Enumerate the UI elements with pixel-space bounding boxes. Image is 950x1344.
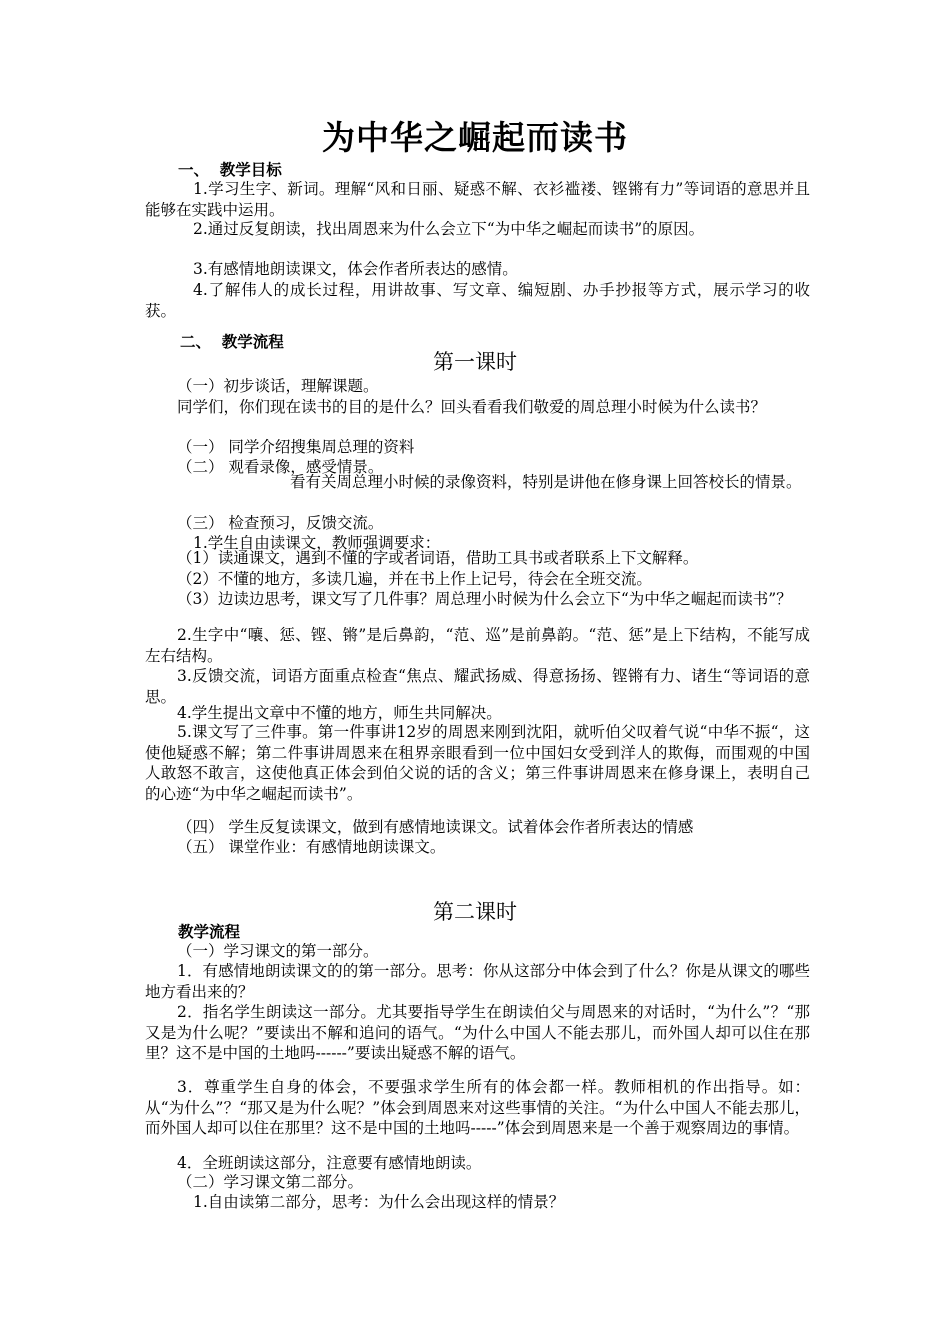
lesson1-item: （五） 课堂作业：有感情地朗读课文。 — [177, 838, 446, 856]
goal-item-4: 4.了解伟人的成长过程，用讲故事、写文章、编短剧、办手抄报等方式，展示学习的收获。 — [145, 281, 810, 320]
lesson1-item: （3）边读边思考，课文写了几件事？周总理小时候为什么会立下“为中华之崛起而读书”？ — [177, 590, 792, 608]
lesson1-item: （四） 学生反复读课文，做到有感情地读课文。试着体会作者所表达的情感 — [177, 818, 694, 836]
lesson1-item: （三） 检查预习，反馈交流。 — [177, 514, 384, 532]
lesson1-item: （一）初步谈话，理解课题。 — [177, 377, 379, 395]
goal-item-2: 2.通过反复朗读，找出周恩来为什么会立下“为中华之崛起而读书”的原因。 — [193, 220, 705, 238]
lesson1-item: （二） 观看录像，感受情景。 — [177, 458, 384, 476]
lesson2-flow-heading: 教学流程 — [178, 923, 241, 941]
goal-item-1: 1.学习生字、新词。理解“风和日丽、疑惑不解、衣衫褴褛、铿锵有力”等词语的意思并且能够在实践中运用。 — [145, 180, 810, 219]
lesson1-item: 同学们，你们现在读书的目的是什么？回头看看我们敬爱的周总理小时候为什么读书？ — [177, 398, 767, 416]
lesson1-item: 看有关周总理小时候的录像资料，特别是讲他在修身课上回答校长的情景。 — [290, 473, 802, 491]
lesson2-item: 4．全班朗读这部分，注意要有感情地朗读。 — [177, 1154, 482, 1172]
lesson1-item: 4.学生提出文章中不懂的地方，师生共同解决。 — [177, 704, 502, 722]
lesson2-item: 1.自由读第二部分，思考：为什么会出现这样的情景？ — [193, 1193, 565, 1211]
lesson1-item: 1.学生自由读课文，教师强调要求： — [193, 534, 441, 552]
lesson2-item: 2．指名学生朗读这一部分。尤其要指导学生在朗读伯父与周恩来的对话时，“为什么”？“那又是为什么呢？”要读出不解和追问的语气。“为什么中国人不能去那儿，而外国人却可以住在那里？这不是中国的土地吗------”要读出疑惑不解的语气。 — [145, 1003, 810, 1062]
lesson2-title: 第二课时 — [433, 900, 517, 924]
lesson1-item: （2）不懂的地方，多读几遍，并在书上作上记号，待会在全班交流。 — [177, 570, 652, 588]
lesson1-title: 第一课时 — [433, 350, 517, 374]
lesson1-item: 2.生字中“嚷、惩、铿、锵”是后鼻韵，“范、巡”是前鼻韵。“范、惩”是上下结构，不能写成左右结构。 — [145, 626, 810, 665]
lesson1-item: 3.反馈交流，词语方面重点检查“焦点、耀武扬威、得意扬扬、铿锵有力、诸生“等词语的意思。 — [145, 667, 810, 706]
lesson2-item: 3．尊重学生自身的体会，不要强求学生所有的体会都一样。教师相机的作出指导。如：从“为什么”？“那又是为什么呢？”体会到周恩来对这些事情的关注。“为什么中国人不能去那儿，而外国人却可以住在那里？这不是中国的土地吗-----”体会到周恩来是一个善于观察周边的事情。 — [145, 1078, 810, 1137]
document-title: 为中华之崛起而读书 — [322, 118, 628, 157]
lesson2-item: 1．有感情地朗读课文的的第一部分。思考：你从这部分中体会到了什么？你是从课文的哪些地方看出来的？ — [145, 962, 810, 1001]
lesson1-item: （1）读通课文，遇到不懂的字或者词语，借助工具书或者联系上下文解释。 — [177, 549, 699, 567]
lesson1-item: 5.课文写了三件事。第一件事讲12岁的周恩来刚到沈阳，就听伯父叹着气说“中华不振“，这使他疑惑不解；第二件事讲周恩来在租界亲眼看到一位中国妇女受到洋人的欺侮，而围观的中国人敢怒不敢言，这使他真正体会到伯父说的话的含义；第三件事讲周恩来在修身课上，表明自己的心迹“为中华之崛起而读书”。 — [145, 723, 810, 803]
lesson2-item: （二）学习课文第二部分。 — [177, 1173, 364, 1191]
goal-item-3: 3.有感情地朗读课文，体会作者所表达的感情。 — [193, 260, 518, 278]
lesson1-item: （一） 同学介绍搜集周总理的资料 — [177, 438, 415, 456]
section-heading-goals: 一、 教学目标 — [178, 161, 282, 179]
section-heading-flow: 二、 教学流程 — [180, 333, 284, 351]
lesson2-item: （一）学习课文的第一部分。 — [177, 942, 379, 960]
